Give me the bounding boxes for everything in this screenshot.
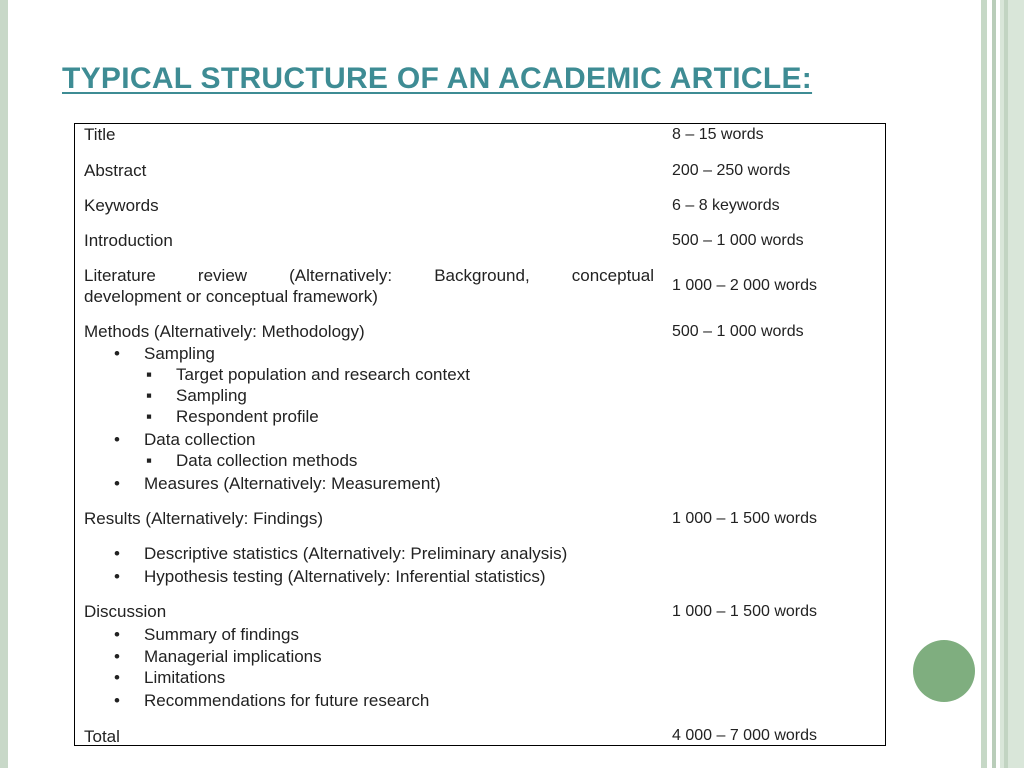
bullet-dot-icon: • (114, 544, 120, 563)
row-methods-words: 500 – 1 000 words (672, 323, 804, 340)
row-literature-line2: development or conceptual framework) (84, 287, 378, 306)
row-keywords-words: 6 – 8 keywords (672, 197, 780, 214)
row-abstract-words: 200 – 250 words (672, 162, 791, 179)
right-frame-bar (992, 0, 996, 768)
literature-word: review (197, 266, 248, 285)
bullet-square-icon: ▪ (146, 407, 153, 426)
row-results-label: Results (Alternatively: Findings) (84, 509, 324, 528)
list-item (114, 691, 429, 711)
right-frame-bar (981, 0, 987, 768)
list-item-text: Hypothesis testing (Alternatively: Inferential statistics) (144, 567, 546, 586)
list-item (114, 474, 441, 494)
list-item (146, 386, 247, 406)
row-introduction-label: Introduction (84, 231, 173, 250)
bullet-dot-icon: • (114, 567, 120, 586)
slide-title: TYPICAL STRUCTURE OF AN ACADEMIC ARTICLE: (62, 62, 813, 95)
row-discussion-label: Discussion (84, 602, 167, 621)
list-item-text: Recommendations for future research (144, 691, 430, 710)
list-item (114, 344, 215, 364)
row-total-words: 4 000 – 7 000 words (672, 727, 817, 744)
left-frame-bar (0, 0, 8, 768)
literature-word: Literature (84, 266, 156, 285)
row-discussion-words: 1 000 – 1 500 words (672, 603, 817, 620)
list-item (114, 567, 546, 587)
list-item-text: Data collection methods (176, 451, 358, 470)
list-item-text: Limitations (144, 668, 226, 687)
right-frame-bar (1000, 0, 1024, 768)
row-title-words: 8 – 15 words (672, 126, 764, 143)
list-item-text: Respondent profile (176, 407, 319, 426)
bullet-square-icon: ▪ (146, 451, 153, 470)
bullet-dot-icon: • (114, 625, 120, 644)
list-item (114, 668, 225, 688)
list-item-text: Descriptive statistics (Alternatively: Preliminary analysis) (144, 544, 568, 563)
list-item-text: Managerial implications (144, 647, 322, 666)
list-item-text: Target population and research context (176, 365, 470, 384)
bullet-dot-icon: • (114, 430, 120, 449)
bullet-dot-icon: • (114, 344, 120, 363)
list-item (146, 407, 319, 427)
bullet-dot-icon: • (114, 691, 120, 710)
row-keywords-label: Keywords (84, 196, 159, 215)
list-item-text: Sampling (176, 386, 247, 405)
list-item (146, 365, 470, 385)
literature-word: Background, (434, 266, 530, 285)
row-introduction-words: 500 – 1 000 words (672, 232, 804, 249)
row-results-words: 1 000 – 1 500 words (672, 510, 817, 527)
row-abstract-label: Abstract (84, 161, 147, 180)
row-methods-label: Methods (Alternatively: Methodology) (84, 322, 365, 341)
list-item (114, 544, 567, 564)
decorative-circle (913, 640, 975, 702)
row-title-label: Title (84, 125, 116, 144)
literature-word: conceptual (571, 266, 654, 285)
bullet-square-icon: ▪ (146, 365, 153, 384)
list-item-text: Sampling (144, 344, 215, 363)
list-item-text: Measures (Alternatively: Measurement) (144, 474, 441, 493)
list-item-text: Summary of findings (144, 625, 299, 644)
bullet-dot-icon: • (114, 668, 120, 687)
row-literature-line1 (84, 266, 654, 286)
bullet-dot-icon: • (114, 474, 120, 493)
bullet-square-icon: ▪ (146, 386, 153, 405)
list-item-text: Data collection (144, 430, 256, 449)
row-literature-words: 1 000 – 2 000 words (672, 277, 817, 294)
list-item (114, 430, 256, 450)
bullet-dot-icon: • (114, 647, 120, 666)
list-item (146, 451, 357, 471)
literature-word: (Alternatively: (289, 266, 393, 285)
list-item (114, 625, 299, 645)
list-item (114, 647, 322, 667)
row-total-label: Total (84, 727, 120, 746)
